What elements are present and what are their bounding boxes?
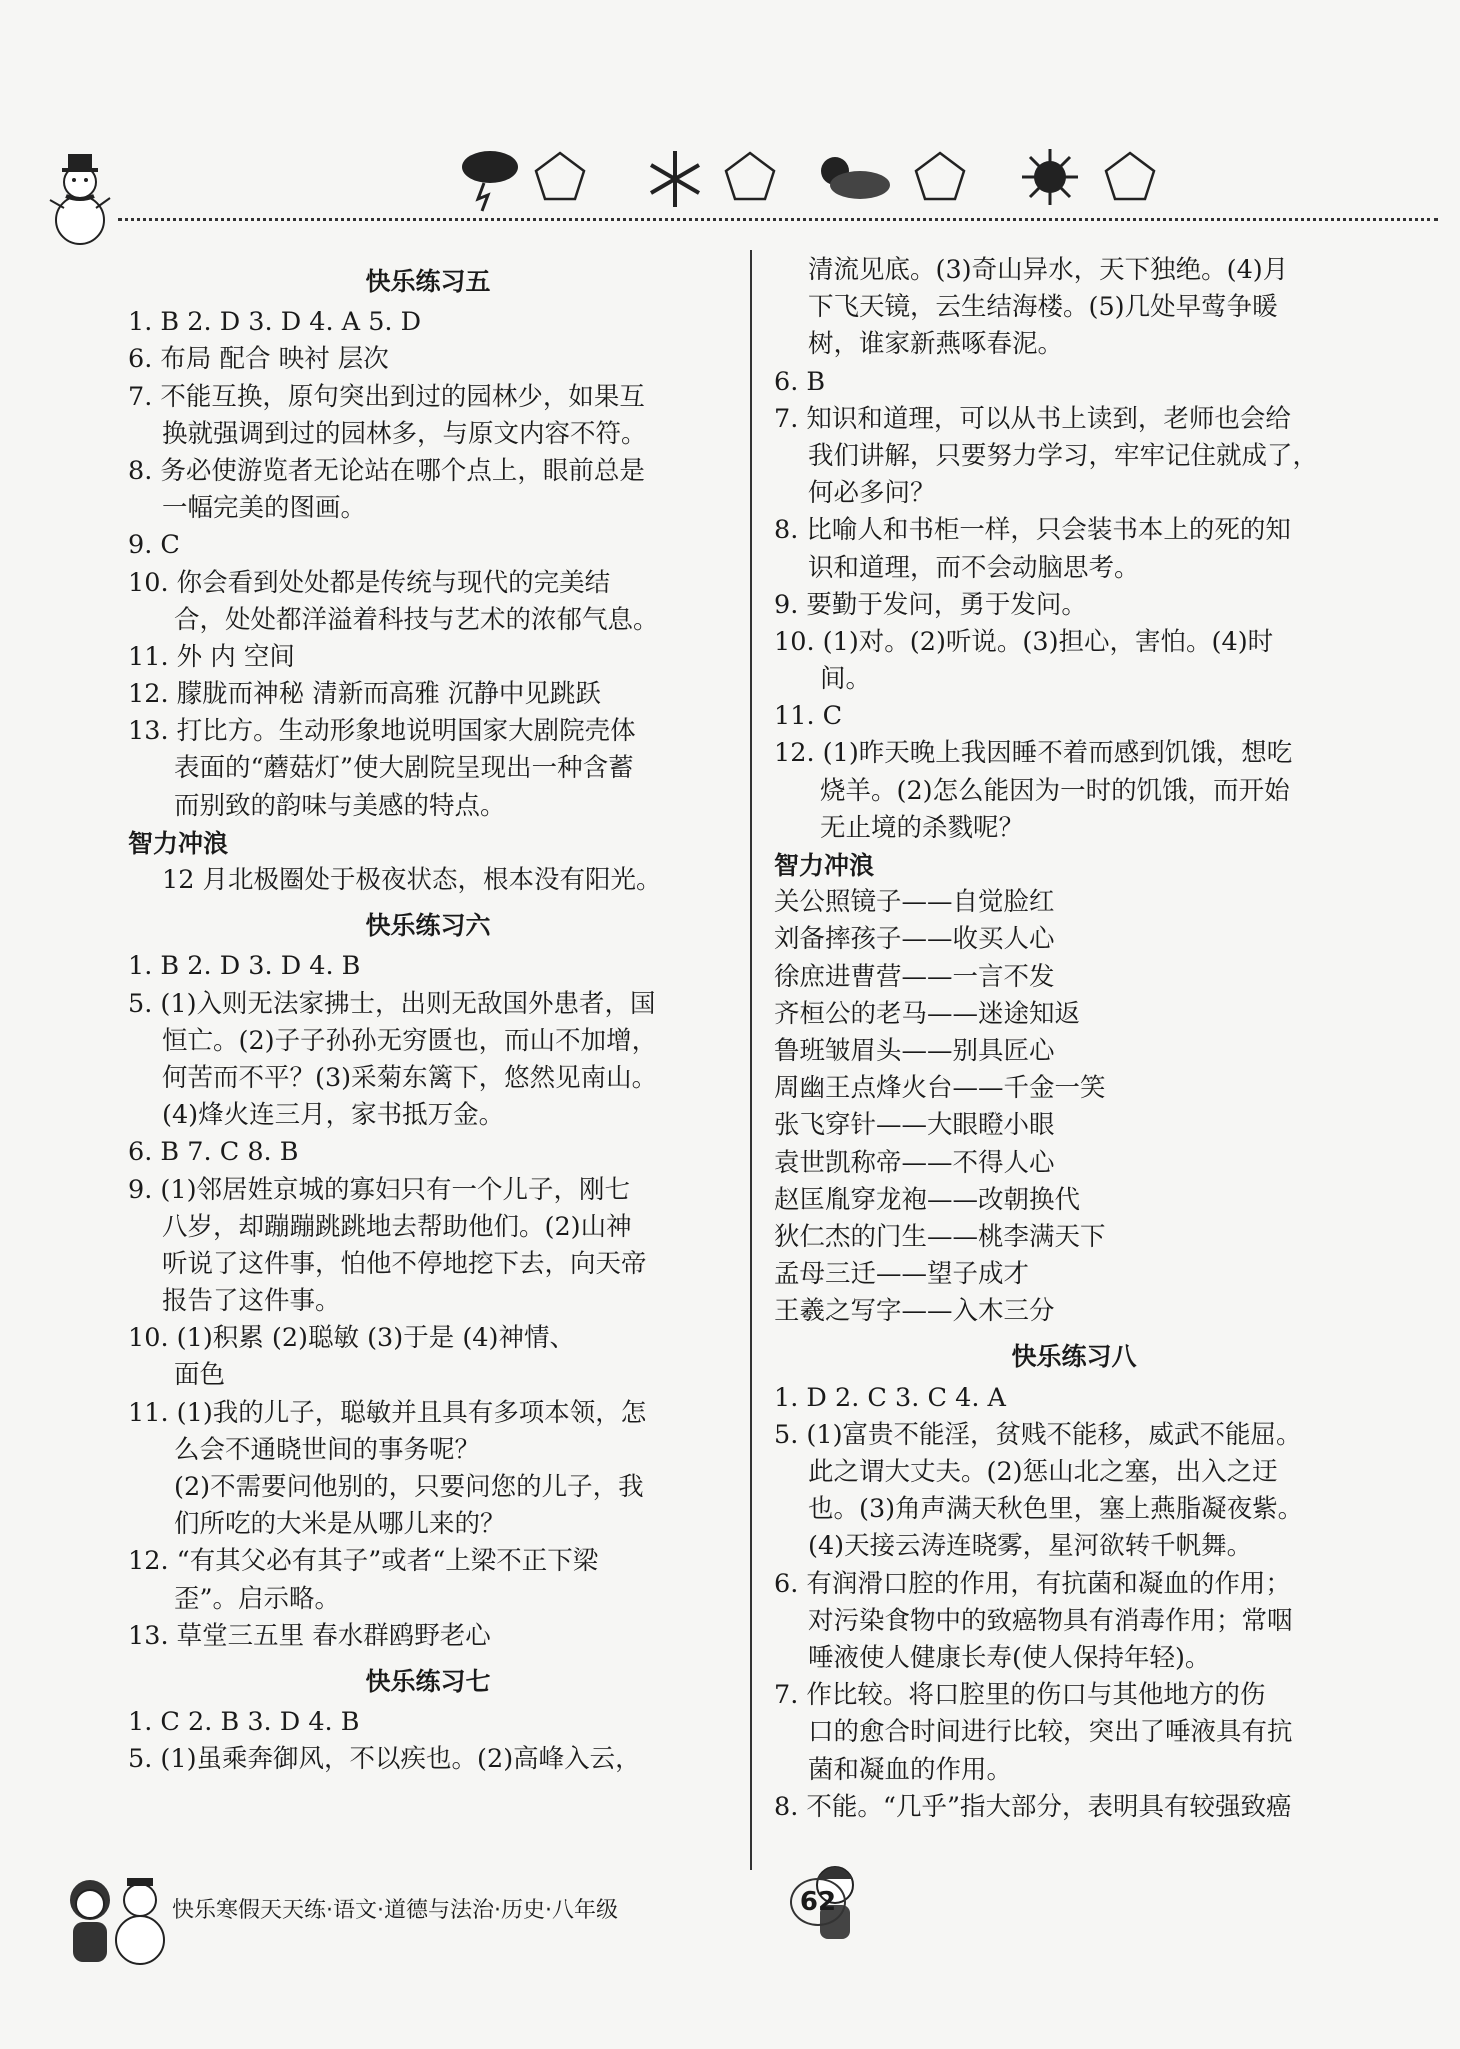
answer-line: 8. 不能。“几乎”指大部分，表明具有较强致癌 <box>774 1791 1292 1822</box>
subsection-title: 智力冲浪 <box>774 851 875 880</box>
idiom-line: 孟母三迁——望子成才 <box>774 1259 1030 1290</box>
answer-line: 1. C 2. B 3. D 4. B <box>128 1707 360 1738</box>
answer-line: 11. 外 内 空间 <box>128 641 295 672</box>
idiom-line: 齐桓公的老马——迷途知返 <box>774 998 1081 1029</box>
answer-line: 何必多问？ <box>808 478 936 509</box>
answer-line: 菌和凝血的作用。 <box>808 1754 1013 1785</box>
idiom-line: 张飞穿针——大眼瞪小眼 <box>774 1110 1055 1141</box>
idiom-line: 袁世凯称帝——不得人心 <box>774 1147 1055 1178</box>
answer-line: 面色 <box>174 1360 226 1391</box>
answer-line: 听说了这件事，怕他不停地挖下去，向天帝 <box>162 1248 647 1279</box>
answer-line: 烧羊。(2)怎么能因为一时的饥饿，而开始 <box>820 775 1290 806</box>
answer-line: 12. 朦胧而神秘 清新而高雅 沉静中见跳跃 <box>128 679 601 710</box>
right-column <box>774 252 1374 1826</box>
answer-line: 5. (1)虽乘奔御风，不以疾也。(2)高峰入云， <box>128 1744 641 1775</box>
children-snowman-illustration <box>55 1860 175 1970</box>
answer-line: 13. 草堂三五里 春水群鸥野老心 <box>128 1620 491 1651</box>
answer-line: 何苦而不平？(3)采菊东篱下，悠然见南山。 <box>162 1062 658 1093</box>
answer-line: 13. 打比方。生动形象地说明国家大剧院壳体 <box>128 716 636 747</box>
page-number: 62 <box>790 1878 846 1926</box>
idiom-line: 徐庶进曹营——一言不发 <box>774 961 1055 992</box>
subsection-title: 智力冲浪 <box>128 828 229 858</box>
section-title: 快乐练习七 <box>365 1666 491 1696</box>
answer-line: 7. 作比较。将口腔里的伤口与其他地方的伤 <box>774 1680 1266 1711</box>
answer-line: 9. 要勤于发问，勇于发问。 <box>774 589 1087 620</box>
pentagon-icon <box>726 153 774 199</box>
answer-line: 7. 不能互换，原句突出到过的园林少，如果互 <box>128 381 645 412</box>
snowman-illustration <box>40 140 120 250</box>
answer-line: 也。(3)角声满天秋色里，塞上燕脂凝夜紫。 <box>808 1494 1304 1525</box>
answer-line: 下飞天镜，云生结海楼。(5)几处早莺争暖 <box>808 292 1278 323</box>
answer-line: 清流见底。(3)奇山异水，天下独绝。(4)月 <box>808 255 1289 285</box>
left-column <box>128 255 728 1779</box>
answer-line: 6. 布局 配合 映衬 层次 <box>128 344 389 375</box>
answer-line: (4)天接云涛连晓雾，星河欲转千帆舞。 <box>808 1531 1253 1562</box>
sun-cloud-icon <box>821 157 890 199</box>
pentagon-icon <box>916 153 964 199</box>
answer-line: 们所吃的大米是从哪儿来的？ <box>174 1509 506 1540</box>
answer-line: 而别致的韵味与美感的特点。 <box>174 790 506 821</box>
storm-cloud-icon <box>462 151 518 211</box>
answer-line: 5. (1)入则无法家拂士，出则无敌国外患者，国 <box>128 988 656 1019</box>
section-title: 快乐练习六 <box>365 911 491 941</box>
answer-line: 10. (1)对。(2)听说。(3)担心，害怕。(4)时 <box>774 626 1274 657</box>
answer-line: 换就强调到过的园林多，与原文内容不符。 <box>162 418 647 449</box>
answer-line: 间。 <box>820 664 872 695</box>
answer-line: (2)不需要问他别的，只要问您的儿子，我 <box>174 1472 644 1502</box>
answer-line: 7. 知识和道理，可以从书上读到，老师也会给 <box>774 403 1291 434</box>
answer-line: 11. C <box>774 701 843 732</box>
answer-line: 恒亡。(2)子子孙孙无穷匮也，而山不加增， <box>162 1025 658 1056</box>
answer-line: 12. “有其父必有其子”或者“上梁不正下梁 <box>128 1546 599 1577</box>
answer-line: 一幅完美的图画。 <box>162 493 367 524</box>
answer-line: 报告了这件事。 <box>162 1286 341 1317</box>
answer-line: 6. B 7. C 8. B <box>128 1137 299 1168</box>
answer-line: 此之谓大丈夫。(2)惩山北之塞，出入之迂 <box>808 1457 1278 1487</box>
answer-line: 对污染食物中的致癌物具有消毒作用；常咽 <box>808 1605 1293 1636</box>
weather-icons <box>460 145 1160 215</box>
answer-line: 10. (1)积累 (2)聪敏 (3)于是 (4)神情、 <box>128 1323 575 1354</box>
idiom-line: 王羲之写字——入木三分 <box>774 1296 1055 1327</box>
answer-line: 1. D 2. C 3. C 4. A <box>774 1382 1006 1413</box>
pentagon-icon <box>536 153 584 199</box>
answer-line: 无止境的杀戮呢？ <box>820 812 1025 843</box>
column-divider <box>750 250 752 1870</box>
answer-line: 8. 比喻人和书柜一样，只会装书本上的死的知 <box>774 515 1291 546</box>
idiom-line: 周幽王点烽火台——千金一笑 <box>774 1073 1106 1104</box>
answer-line: (4)烽火连三月，家书抵万金。 <box>162 1100 505 1131</box>
idiom-line: 赵匡胤穿龙袍——改朝换代 <box>774 1184 1081 1215</box>
answer-line: 树，谁家新燕啄春泥。 <box>808 329 1064 360</box>
snowflake-icon <box>651 151 699 207</box>
book-title: 快乐寒假天天练·语文·道德与法治·历史·八年级 <box>172 1898 618 1923</box>
answer-line: 10. 你会看到处处都是传统与现代的完美结 <box>128 567 611 598</box>
pentagon-icon <box>1106 153 1154 199</box>
answer-line: 9. C <box>128 530 180 561</box>
answer-line: 唾液使人健康长寿(使人保持年轻)。 <box>808 1642 1211 1673</box>
answer-line: 11. (1)我的儿子，聪敏并且具有多项本领，怎 <box>128 1397 647 1428</box>
answer-line: 12. (1)昨天晚上我因睡不着而感到饥饿，想吃 <box>774 738 1293 769</box>
answer-line: 歪”。启示略。 <box>174 1583 341 1614</box>
answer-line: 口的愈合时间进行比较，突出了唾液具有抗 <box>808 1717 1293 1748</box>
answer-line: 识和道理，而不会动脑思考。 <box>808 552 1140 583</box>
answer-line: 表面的“蘑菇灯”使大剧院呈现出一种含蓄 <box>174 753 634 784</box>
answer-line: 1. B 2. D 3. D 4. B <box>128 951 361 982</box>
answer-line: 9. (1)邻居姓京城的寡妇只有一个儿子，刚七 <box>128 1174 631 1205</box>
answer-line: 8. 务必使游览者无论站在哪个点上，眼前总是 <box>128 455 645 486</box>
answer-line: 5. (1)富贵不能淫，贫贱不能移，威武不能屈。 <box>774 1419 1302 1450</box>
answer-line: 6. B <box>774 366 826 397</box>
header-dotted-rule <box>118 218 1438 227</box>
answer-line: 么会不通晓世间的事务呢？ <box>174 1434 481 1465</box>
section-title: 快乐练习五 <box>365 267 491 296</box>
answer-line: 八岁，却蹦蹦跳跳地去帮助他们。(2)山神 <box>162 1211 632 1242</box>
answer-line: 我们讲解，只要努力学习，牢牢记住就成了， <box>808 440 1319 471</box>
answer-line: 1. B 2. D 3. D 4. A 5. D <box>128 307 422 338</box>
idiom-line: 刘备摔孩子——收买人心 <box>774 924 1055 955</box>
answer-line: 合，处处都洋溢着科技与艺术的浓郁气息。 <box>174 604 659 635</box>
section-title: 快乐练习八 <box>1011 1342 1137 1372</box>
answer-line: 12 月北极圈处于极夜状态，根本没有阳光。 <box>162 865 662 895</box>
sun-icon <box>1022 149 1078 205</box>
idiom-line: 鲁班皱眉头——别具匠心 <box>774 1035 1055 1066</box>
idiom-line: 关公照镜子——自觉脸红 <box>774 887 1055 918</box>
answer-line: 6. 有润滑口腔的作用，有抗菌和凝血的作用； <box>774 1568 1291 1599</box>
idiom-line: 狄仁杰的门生——桃李满天下 <box>774 1221 1106 1252</box>
